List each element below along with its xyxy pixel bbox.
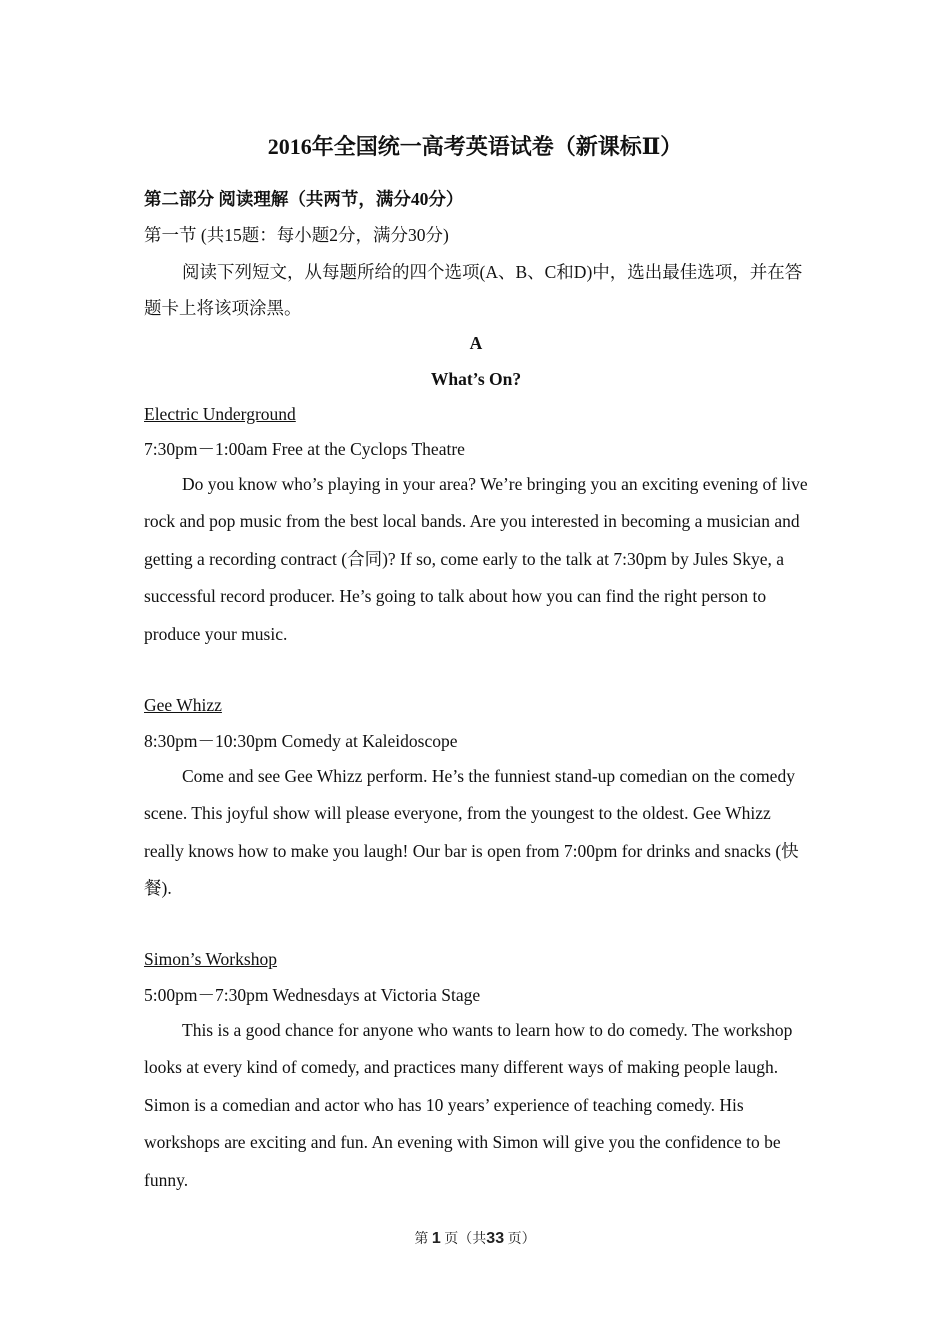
event-description: Do you know who’s playing in your area? We’re bringing you an exciting evening of live rock and pop music from the best local bands. Are you interested in becoming a musician and getting a recording contract (合同)? If so, come early to the talk at 7:30pm by Jules Skye, a successful record producer. He’s going to talk about how you can find the right person to produce your music. bbox=[144, 474, 808, 644]
footer-middle: 页（共 bbox=[444, 1232, 487, 1247]
section-heading: 第一节 (共15题：每小题2分，满分30分) bbox=[144, 225, 449, 245]
event-time-place: 5:00pm－7:30pm Wednesdays at Victoria Stage bbox=[144, 985, 481, 1005]
passage-title: What’s On? bbox=[430, 369, 522, 389]
part-heading: 第二部分 阅读理解（共两节，满分40分） bbox=[144, 189, 464, 209]
total-pages: 33 bbox=[486, 1230, 505, 1247]
event-name: Gee Whizz bbox=[144, 695, 222, 715]
event-time-place: 7:30pm－1:00am Free at the Cyclops Theatre bbox=[144, 439, 465, 459]
passage-label: A bbox=[469, 333, 483, 353]
page-footer bbox=[0, 1228, 950, 1251]
footer-prefix: 第 bbox=[414, 1232, 429, 1247]
event-name: Electric Underground bbox=[144, 404, 296, 424]
page-number: 1 bbox=[431, 1230, 441, 1247]
document-title: 2016年全国统一高考英语试卷（新课标Ⅱ） bbox=[267, 134, 683, 159]
event-description: Come and see Gee Whizz perform. He’s the funniest stand-up comedian on the comedy scene. This joyful show will please everyone, from the youngest to the oldest. Gee Whizz really knows how to make you laugh! Our bar is open from 7:00pm for drinks and snacks (快餐). bbox=[144, 766, 799, 899]
directions-text: 阅读下列短文，从每题所给的四个选项(A、B、C和D)中，选出最佳选项，并在答题卡上将该项涂黑。 bbox=[144, 262, 803, 318]
event-name: Simon’s Workshop bbox=[144, 949, 277, 969]
event-description: This is a good chance for anyone who wants to learn how to do comedy. The workshop looks at every kind of comedy, and practices many different ways of making people laugh. Simon is a comedian and actor who has 10 years’ experience of teaching comedy. His workshops are exciting and fun. An evening with Simon will give you the confidence to be funny. bbox=[144, 1020, 793, 1190]
event-time-place: 8:30pm－10:30pm Comedy at Kaleidoscope bbox=[144, 731, 458, 751]
footer-suffix: 页） bbox=[507, 1232, 536, 1247]
